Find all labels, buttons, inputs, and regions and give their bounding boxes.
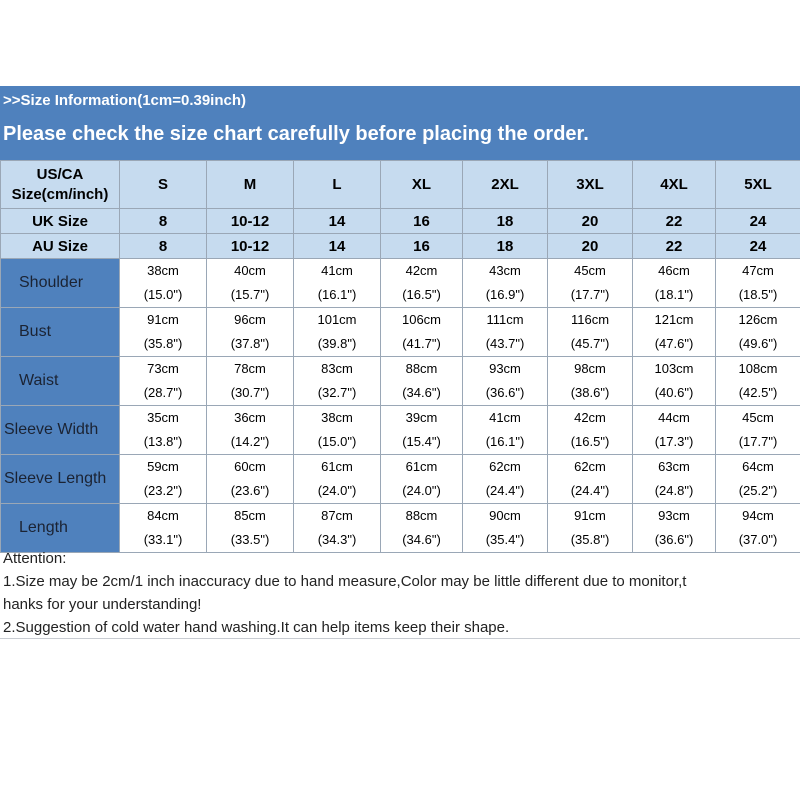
value-inch: (18.1")	[654, 287, 694, 302]
value-cm: 91cm	[147, 312, 179, 327]
value-inch: (42.5")	[738, 385, 778, 400]
value-inch: (37.0")	[738, 532, 778, 547]
measurement-label: Sleeve Width	[1, 406, 120, 455]
measurement-value-cell	[294, 504, 381, 553]
au-size-cell: 14	[294, 234, 381, 259]
measurement-value-cell	[294, 406, 381, 455]
measurement-value-cell	[463, 308, 548, 357]
value-inch: (16.5")	[402, 287, 441, 302]
value-cm: 96cm	[234, 312, 266, 327]
value-inch: (30.7")	[230, 385, 270, 400]
value-cm: 35cm	[147, 410, 179, 425]
measurement-value-cell	[548, 308, 633, 357]
au-size-cell: 10-12	[207, 234, 294, 259]
measurement-value-cell	[633, 259, 716, 308]
value-cm: 63cm	[658, 459, 690, 474]
au-size-cell: 22	[633, 234, 716, 259]
size-info-banner	[0, 86, 800, 160]
measurement-value-cell	[463, 357, 548, 406]
us-size-cell: 2XL	[463, 161, 548, 209]
value-cm: 73cm	[147, 361, 179, 376]
au-size-cell: 18	[463, 234, 548, 259]
value-inch: (32.7")	[317, 385, 357, 400]
value-cm: 42cm	[574, 410, 606, 425]
notes-divider	[0, 638, 800, 639]
measurement-value-cell	[207, 308, 294, 357]
value-cm: 61cm	[321, 459, 353, 474]
measurement-value-cell	[716, 308, 800, 357]
value-inch: (18.5")	[738, 287, 778, 302]
value-inch: (34.6")	[402, 385, 441, 400]
value-cm: 62cm	[574, 459, 606, 474]
value-cm: 38cm	[321, 410, 353, 425]
value-cm: 40cm	[234, 263, 266, 278]
measurement-value-cell	[207, 455, 294, 504]
measurement-value-cell	[716, 455, 800, 504]
value-cm: 87cm	[321, 508, 353, 523]
measurement-value-cell	[120, 308, 207, 357]
us-size-cell: L	[294, 161, 381, 209]
us-size-header-cell	[1, 161, 120, 209]
value-inch: (15.4")	[402, 434, 441, 449]
value-inch: (37.8")	[230, 336, 270, 351]
us-size-cell: S	[120, 161, 207, 209]
measurement-value-cell	[294, 259, 381, 308]
value-cm: 90cm	[489, 508, 521, 523]
value-inch: (24.0")	[402, 483, 441, 498]
value-cm: 108cm	[738, 361, 778, 376]
uk-size-cell: 14	[294, 209, 381, 234]
measurement-value-cell	[207, 406, 294, 455]
uk-size-row	[1, 209, 800, 234]
measurement-label: Bust	[1, 308, 120, 357]
value-inch: (23.2")	[143, 483, 183, 498]
au-size-label: AU Size	[1, 234, 120, 259]
measurement-value-cell	[633, 308, 716, 357]
value-inch: (28.7")	[143, 385, 183, 400]
value-inch: (24.4")	[485, 483, 525, 498]
value-inch: (24.4")	[570, 483, 610, 498]
value-inch: (15.7")	[230, 287, 270, 302]
us-ca-label: US/CA	[36, 165, 84, 183]
value-inch: (35.4")	[485, 532, 525, 547]
value-cm: 78cm	[234, 361, 266, 376]
value-cm: 101cm	[317, 312, 357, 327]
value-inch: (35.8")	[143, 336, 183, 351]
measurement-value-cell	[207, 504, 294, 553]
value-inch: (24.8")	[654, 483, 694, 498]
measurement-label: Length	[1, 504, 120, 553]
value-cm: 64cm	[742, 459, 774, 474]
measurement-row	[1, 406, 800, 455]
value-cm: 46cm	[658, 263, 690, 278]
uk-size-cell: 22	[633, 209, 716, 234]
size-unit-label: Size(cm/inch)	[11, 185, 109, 203]
value-inch: (17.7")	[570, 287, 610, 302]
us-size-cell: XL	[381, 161, 463, 209]
measurement-row	[1, 455, 800, 504]
uk-size-cell: 18	[463, 209, 548, 234]
value-cm: 45cm	[574, 263, 606, 278]
attention-notes	[3, 547, 799, 639]
measurement-value-cell	[633, 455, 716, 504]
measurement-value-cell	[207, 357, 294, 406]
value-cm: 111cm	[486, 312, 524, 327]
us-size-row	[1, 161, 800, 209]
value-inch: (25.2")	[738, 483, 778, 498]
measurement-value-cell	[716, 504, 800, 553]
measurement-value-cell	[207, 259, 294, 308]
value-cm: 62cm	[489, 459, 521, 474]
value-inch: (41.7")	[402, 336, 441, 351]
value-cm: 88cm	[405, 361, 438, 376]
value-cm: 59cm	[147, 459, 179, 474]
measurement-value-cell	[381, 504, 463, 553]
measurement-value-cell	[120, 259, 207, 308]
uk-size-cell: 20	[548, 209, 633, 234]
measurement-value-cell	[120, 504, 207, 553]
size-chart-table	[0, 160, 800, 553]
measurement-value-cell	[120, 406, 207, 455]
value-inch: (13.8")	[143, 434, 183, 449]
value-cm: 36cm	[234, 410, 266, 425]
note-measure-line-cont: hanks for your understanding!	[3, 596, 202, 613]
uk-size-cell: 10-12	[207, 209, 294, 234]
value-cm: 91cm	[574, 508, 606, 523]
measurement-value-cell	[381, 455, 463, 504]
value-inch: (40.6")	[654, 385, 694, 400]
value-inch: (36.6")	[485, 385, 525, 400]
value-cm: 126cm	[738, 312, 778, 327]
value-inch: (34.3")	[317, 532, 357, 547]
value-inch: (38.6")	[570, 385, 610, 400]
value-inch: (16.5")	[570, 434, 610, 449]
value-cm: 94cm	[742, 508, 774, 523]
value-cm: 116cm	[570, 312, 610, 327]
value-cm: 41cm	[321, 263, 353, 278]
measurement-value-cell	[716, 259, 800, 308]
measurement-value-cell	[463, 259, 548, 308]
measurement-value-cell	[381, 259, 463, 308]
measurement-value-cell	[294, 455, 381, 504]
value-inch: (15.0")	[317, 434, 357, 449]
measurement-value-cell	[548, 357, 633, 406]
value-cm: 41cm	[489, 410, 521, 425]
value-cm: 43cm	[489, 263, 521, 278]
value-cm: 42cm	[405, 263, 438, 278]
value-inch: (33.1")	[143, 532, 183, 547]
value-cm: 88cm	[405, 508, 438, 523]
measurement-value-cell	[548, 455, 633, 504]
au-size-cell: 8	[120, 234, 207, 259]
value-inch: (16.1")	[485, 434, 525, 449]
value-inch: (45.7")	[570, 336, 610, 351]
us-size-cell: 4XL	[633, 161, 716, 209]
measurement-value-cell	[120, 357, 207, 406]
value-cm: 47cm	[742, 263, 774, 278]
measurement-value-cell	[381, 308, 463, 357]
size-check-notice: Please check the size chart carefully before placing the order.	[3, 123, 589, 145]
value-cm: 45cm	[742, 410, 774, 425]
value-inch: (33.5")	[230, 532, 270, 547]
note-measure-line: 1.Size may be 2cm/1 inch inaccuracy due to hand measure,Color may be little different due to monitor,t	[3, 573, 687, 590]
measurement-value-cell	[716, 406, 800, 455]
measurement-row	[1, 259, 800, 308]
value-inch: (43.7")	[485, 336, 525, 351]
measurement-row	[1, 308, 800, 357]
value-cm: 106cm	[401, 312, 442, 327]
measurement-value-cell	[633, 406, 716, 455]
measurement-value-cell	[633, 357, 716, 406]
value-inch: (16.1")	[317, 287, 357, 302]
au-size-cell: 16	[381, 234, 463, 259]
measurement-label: Shoulder	[1, 259, 120, 308]
measurement-value-cell	[463, 406, 548, 455]
value-cm: 84cm	[147, 508, 179, 523]
value-cm: 121cm	[654, 312, 694, 327]
value-inch: (23.6")	[230, 483, 270, 498]
measurement-label: Waist	[1, 357, 120, 406]
measurement-value-cell	[381, 406, 463, 455]
value-inch: (35.8")	[570, 532, 610, 547]
measurement-row	[1, 504, 800, 553]
value-cm: 44cm	[658, 410, 690, 425]
value-inch: (24.0")	[317, 483, 357, 498]
value-inch: (36.6")	[654, 532, 694, 547]
value-cm: 93cm	[658, 508, 690, 523]
uk-size-label: UK Size	[1, 209, 120, 234]
value-cm: 60cm	[234, 459, 266, 474]
measurement-value-cell	[548, 259, 633, 308]
value-inch: (15.0")	[143, 287, 183, 302]
value-inch: (47.6")	[654, 336, 694, 351]
us-size-cell: 3XL	[548, 161, 633, 209]
attention-title: Attention:	[3, 550, 67, 567]
value-inch: (34.6")	[402, 532, 441, 547]
measurement-value-cell	[548, 504, 633, 553]
value-cm: 93cm	[489, 361, 521, 376]
au-size-cell: 20	[548, 234, 633, 259]
measurement-value-cell	[463, 504, 548, 553]
measurement-value-cell	[548, 406, 633, 455]
value-cm: 98cm	[574, 361, 606, 376]
measurement-value-cell	[633, 504, 716, 553]
value-inch: (49.6")	[738, 336, 778, 351]
uk-size-cell: 16	[381, 209, 463, 234]
value-cm: 103cm	[654, 361, 694, 376]
measurement-value-cell	[381, 357, 463, 406]
measurement-value-cell	[716, 357, 800, 406]
value-cm: 85cm	[234, 508, 266, 523]
us-size-cell: M	[207, 161, 294, 209]
uk-size-cell: 8	[120, 209, 207, 234]
measurement-value-cell	[294, 357, 381, 406]
value-inch: (14.2")	[230, 434, 270, 449]
measurement-row	[1, 357, 800, 406]
au-size-cell: 24	[716, 234, 800, 259]
note-washing: 2.Suggestion of cold water hand washing.It can help items keep their shape.	[3, 619, 510, 636]
value-cm: 39cm	[405, 410, 438, 425]
au-size-row	[1, 234, 800, 259]
value-inch: (17.7")	[738, 434, 778, 449]
value-inch: (17.3")	[654, 434, 694, 449]
us-size-cell: 5XL	[716, 161, 800, 209]
measurement-value-cell	[294, 308, 381, 357]
value-cm: 61cm	[405, 459, 438, 474]
value-inch: (16.9")	[485, 287, 525, 302]
value-cm: 83cm	[321, 361, 353, 376]
measurement-value-cell	[463, 455, 548, 504]
uk-size-cell: 24	[716, 209, 800, 234]
value-inch: (39.8")	[317, 336, 357, 351]
measurement-label: Sleeve Length	[1, 455, 120, 504]
measurement-value-cell	[120, 455, 207, 504]
size-info-title: >>Size Information(1cm=0.39inch)	[3, 92, 246, 109]
value-cm: 38cm	[147, 263, 179, 278]
